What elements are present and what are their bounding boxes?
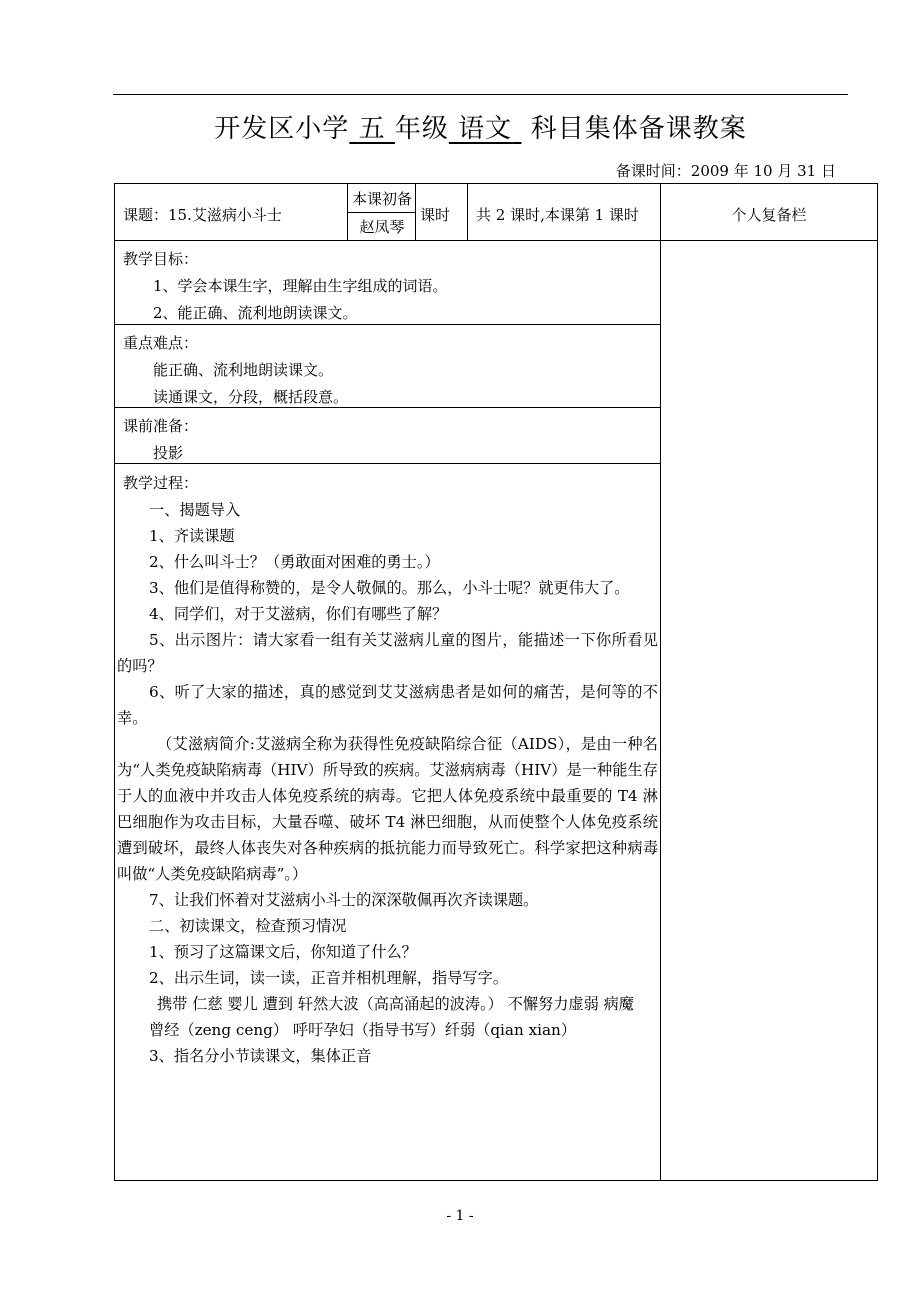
process-paragraph: 1、齐读课题 (149, 527, 235, 545)
aids-introduction: （艾滋病简介:艾滋病全称为获得性免疫缺陷综合征（AIDS），是由一种名为“人类免疫缺陷病毒（HIV）所导致的疾病。艾滋病病毒（HIV）是一种能生存于人的血液中并攻击人体免疫系统的病毒。它把人体免疫系统中最重要的 T4 淋巴细胞作为攻击目标，大量吞噬、破坏 T4 淋巴细胞，从而使整个人体免疫系统遭到破坏，最终人体丧失对各种疾病的抵抗能力而导致死亡。科学家把这种病毒叫做“人类免疫缺陷病毒”。） (117, 735, 658, 883)
title-subject: 语文 (458, 114, 513, 144)
pronunciation-list: 曾经（zeng ceng） 呼吁孕妇（指导书写）纤弱（qian xian） (149, 1021, 577, 1039)
title-suffix: 科目集体备课教案 (530, 114, 747, 144)
period-label: 课时 (420, 206, 451, 224)
lesson-plan-table (114, 183, 878, 1181)
process-paragraph: 4、同学们，对于艾滋病，你们有哪些了解？ (149, 605, 448, 623)
first-prep-name: 赵凤琴 (359, 218, 405, 236)
title-grade: 五 (358, 114, 386, 144)
process-paragraph: 7、让我们怀着对艾滋病小斗士的深深敬佩再次齐读课题。 (149, 891, 539, 909)
title-grade-label: 年级 (394, 114, 449, 144)
first-prep-label: 本课初备 (351, 190, 412, 208)
preparation-item: 投影 (153, 444, 184, 462)
process-paragraph: 一、揭题导入 (149, 501, 241, 519)
page-number: - 1 - (446, 1208, 474, 1224)
period-value: 共 2 课时,本课第 1 课时 (476, 206, 639, 224)
process-paragraph: 1、预习了这篇课文后，你知道了什么？ (149, 943, 417, 961)
key-points-heading: 重点难点： (123, 334, 199, 352)
vocabulary-list: 携带 仁慈 婴儿 遭到 轩然大波（高高涌起的波涛。） 不懈努力虚弱 病魔 (157, 995, 634, 1013)
header-rule (113, 94, 848, 95)
personal-column-header: 个人复备栏 (731, 206, 807, 224)
objectives-section (115, 242, 660, 327)
topic-cell: 课题：15.艾滋病小斗士 (123, 206, 282, 224)
process-paragraph: 2、什么叫斗士？（勇敢面对困难的勇士。） (149, 553, 440, 571)
process-paragraph: 5、出示图片：请大家看一组有关艾滋病儿童的图片，能描述一下你所看见的吗？ (117, 631, 658, 675)
objectives-heading: 教学目标： (123, 250, 199, 268)
process-paragraph: 二、初读课文，检查预习情况 (149, 917, 347, 935)
key-point-item: 能正确、流利地朗读课文。 (153, 361, 334, 379)
process-paragraph: 2、出示生词，读一读，正音并相机理解，指导写字。 (149, 969, 508, 987)
preparation-heading: 课前准备： (123, 417, 199, 435)
objective-item: 1、学会本课生字，理解由生字组成的词语。 (153, 277, 448, 295)
process-section (115, 466, 660, 1069)
prep-date: 备课时间：2009 年 10 月 31 日 (615, 162, 836, 180)
preparation-section (115, 409, 660, 467)
objective-item: 2、能正确、流利地朗读课文。 (153, 304, 358, 322)
process-heading: 教学过程： (123, 474, 199, 492)
key-points-section (115, 326, 660, 411)
page-title (113, 108, 848, 145)
process-paragraph: 3、指名分小节读课文，集体正音 (149, 1047, 372, 1065)
title-school: 开发区小学 (214, 114, 350, 144)
process-paragraph: 6、听了大家的描述，真的感觉到艾艾滋病患者是如何的痛苦，是何等的不幸。 (117, 683, 658, 727)
process-paragraph: 3、他们是值得称赞的，是令人敬佩的。那么，小斗士呢？就更伟大了。 (149, 579, 630, 597)
key-point-item: 读通课文，分段，概括段意。 (153, 388, 349, 406)
